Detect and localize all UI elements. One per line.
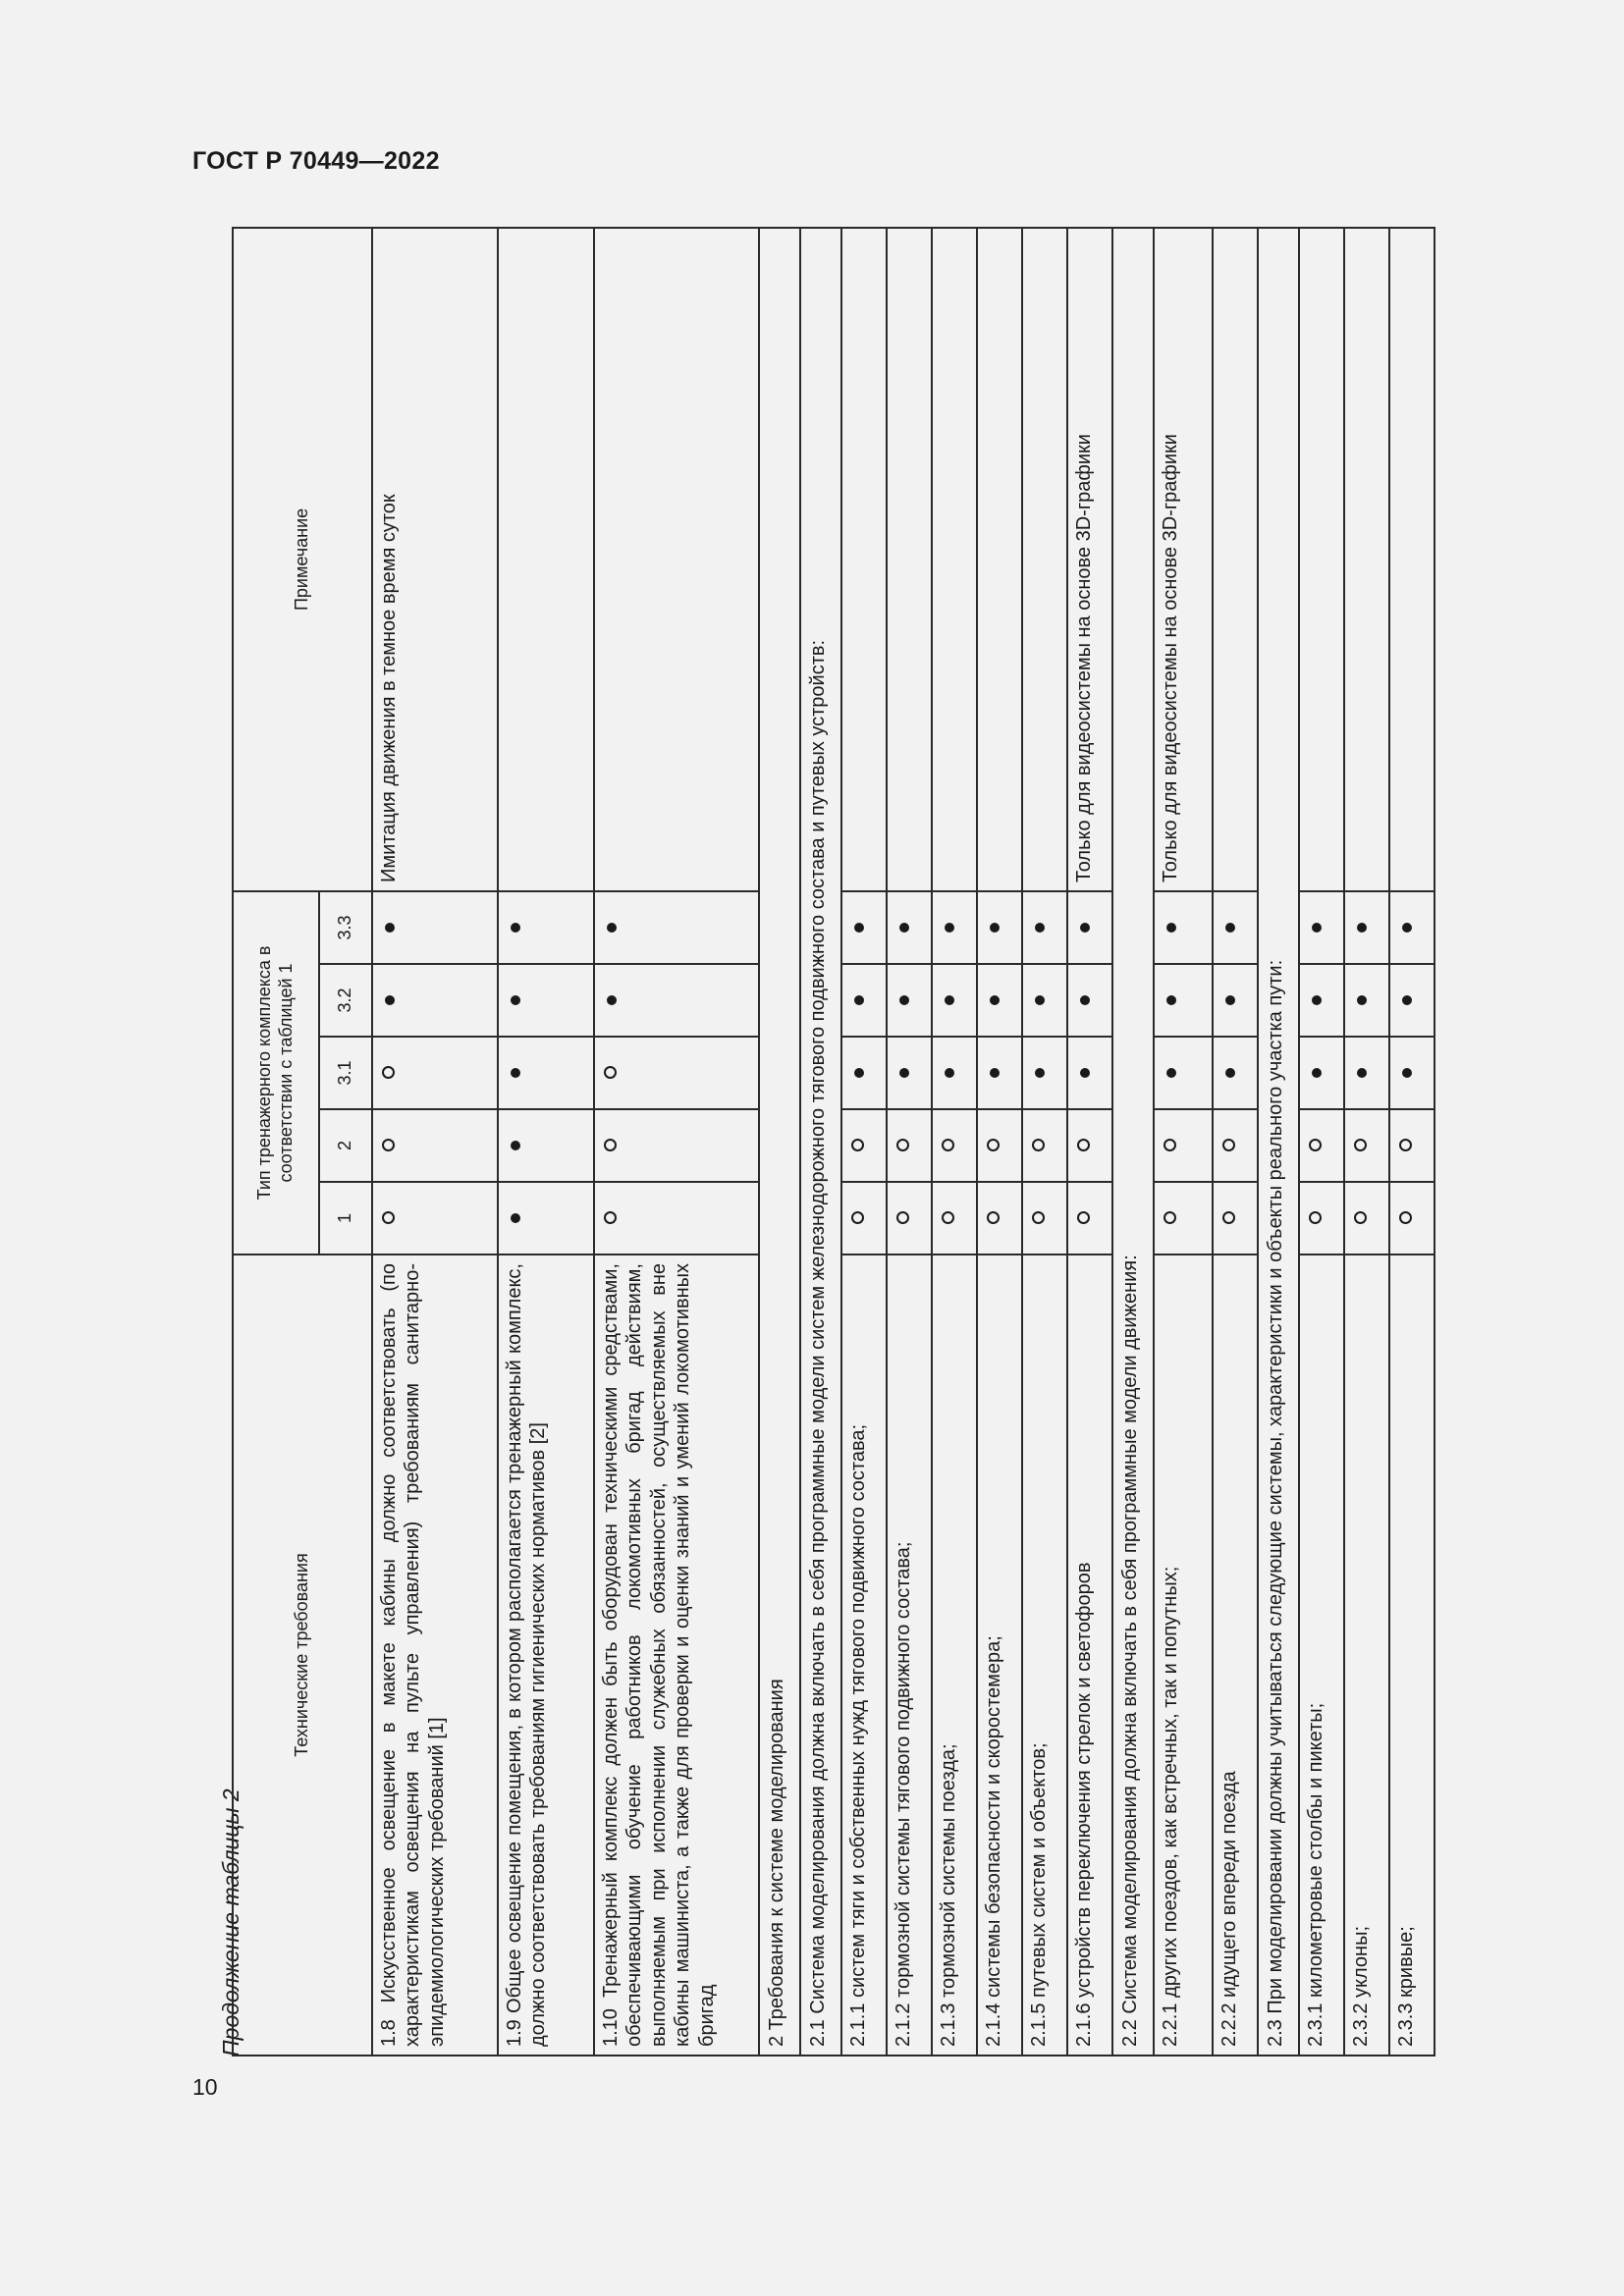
requirement-text: 2.1.6 устройств переключения стрелок и светофоров	[1067, 1255, 1112, 2056]
filled-dot-icon	[1225, 1068, 1235, 1078]
requirement-text: 2.1.3 тормозной системы поезда;	[932, 1255, 977, 2056]
type-cell-3-2	[932, 964, 977, 1037]
type-cell-3-2	[372, 964, 498, 1037]
type-cell-1	[1213, 1182, 1258, 1255]
filled-dot-icon	[511, 995, 520, 1005]
requirement-text: 1.10 Тренажерный комплекс должен быть оборудован техническими средствами, обеспечивающими обучение работников локомотивных бригад действиям, выполняемым при исполнении служебных обязанностей, осуществляемых вне кабины машиниста, а также для проверки и оценки знаний и умений локомотивных бригад	[594, 1255, 759, 2056]
note-cell: Только для видеосистемы на основе 3D-графики	[1154, 228, 1213, 891]
note-cell	[1389, 228, 1435, 891]
table-row	[841, 228, 887, 2056]
type-cell-3-2	[1154, 964, 1213, 1037]
hollow-circle-icon	[1222, 1212, 1235, 1225]
table-row	[800, 228, 841, 2056]
hollow-circle-icon	[604, 1140, 617, 1152]
type-cell-2	[932, 1109, 977, 1182]
type-cell-3-3	[498, 891, 594, 964]
type-cell-3-2	[841, 964, 887, 1037]
type-cell-2	[1022, 1109, 1067, 1182]
table-row	[1154, 228, 1213, 2056]
hollow-circle-icon	[1354, 1212, 1367, 1225]
type-cell-1	[1389, 1182, 1435, 1255]
type-cell-1	[841, 1182, 887, 1255]
hollow-circle-icon	[1164, 1140, 1176, 1152]
type-cell-1	[594, 1182, 759, 1255]
filled-dot-icon	[1357, 923, 1367, 933]
hollow-circle-icon	[1077, 1140, 1090, 1152]
filled-dot-icon	[1402, 995, 1412, 1005]
note-cell	[887, 228, 932, 891]
hollow-circle-icon	[382, 1067, 395, 1080]
table-row	[1344, 228, 1389, 2056]
table-row	[977, 228, 1022, 2056]
type-cell-3-2	[1022, 964, 1067, 1037]
type-cell-2	[1344, 1109, 1389, 1182]
filled-dot-icon	[1166, 1068, 1176, 1078]
table-row	[594, 228, 759, 2056]
hollow-circle-icon	[987, 1212, 1000, 1225]
type-cell-3-2	[1067, 964, 1112, 1037]
type-cell-3-3	[932, 891, 977, 964]
filled-dot-icon	[899, 1068, 909, 1078]
table-row	[1213, 228, 1258, 2056]
type-cell-3-2	[977, 964, 1022, 1037]
hollow-circle-icon	[1309, 1212, 1322, 1225]
filled-dot-icon	[945, 923, 954, 933]
type-cell-3-2	[1299, 964, 1344, 1037]
type-cell-2	[1154, 1109, 1213, 1182]
hollow-circle-icon	[942, 1212, 954, 1225]
filled-dot-icon	[854, 923, 864, 933]
filled-dot-icon	[1402, 923, 1412, 933]
type-cell-3-3	[1299, 891, 1344, 964]
note-cell: Только для видеосистемы на основе 3D-графики	[1067, 228, 1112, 891]
table-row	[1258, 228, 1299, 2056]
type-cell-3-1	[977, 1037, 1022, 1109]
type-cell-2	[1299, 1109, 1344, 1182]
filled-dot-icon	[1402, 1068, 1412, 1078]
rotated-table-container	[232, 229, 1489, 2056]
hollow-circle-icon	[851, 1140, 864, 1152]
type-cell-2	[594, 1109, 759, 1182]
hollow-circle-icon	[851, 1212, 864, 1225]
header-type-1: 1	[319, 1182, 372, 1255]
type-cell-1	[1154, 1182, 1213, 1255]
filled-dot-icon	[1312, 1068, 1322, 1078]
note-cell	[1299, 228, 1344, 891]
type-cell-3-1	[841, 1037, 887, 1109]
requirement-text: 1.9 Общее освещение помещения, в котором располагается тренажерный комплекс, должно соответствовать требованиям гигиенических нормативов [2]	[498, 1255, 594, 2056]
hollow-circle-icon	[1222, 1140, 1235, 1152]
type-cell-3-2	[1344, 964, 1389, 1037]
type-cell-3-1	[594, 1037, 759, 1109]
requirement-text: 2.3.2 уклоны;	[1344, 1255, 1389, 2056]
hollow-circle-icon	[1309, 1140, 1322, 1152]
type-cell-2	[841, 1109, 887, 1182]
type-cell-1	[372, 1182, 498, 1255]
type-cell-3-3	[594, 891, 759, 964]
hollow-circle-icon	[1032, 1212, 1045, 1225]
type-cell-3-1	[498, 1037, 594, 1109]
group-heading: 2.1 Система моделирования должна включать в себя программные модели систем железнодорожного тягового подвижного состава и путевых устройств:	[800, 228, 841, 2056]
note-cell	[1344, 228, 1389, 891]
hollow-circle-icon	[604, 1067, 617, 1080]
group-heading: 2.2 Система моделирования должна включать в себя программные модели движения:	[1112, 228, 1154, 2056]
note-cell	[932, 228, 977, 891]
type-cell-2	[1067, 1109, 1112, 1182]
filled-dot-icon	[385, 923, 395, 933]
type-cell-2	[977, 1109, 1022, 1182]
type-cell-3-1	[1213, 1037, 1258, 1109]
filled-dot-icon	[1225, 923, 1235, 933]
type-cell-3-3	[372, 891, 498, 964]
note-cell	[1022, 228, 1067, 891]
type-cell-3-2	[1213, 964, 1258, 1037]
note-cell	[498, 228, 594, 891]
type-cell-1	[977, 1182, 1022, 1255]
type-cell-1	[932, 1182, 977, 1255]
note-cell	[594, 228, 759, 891]
type-cell-3-2	[1389, 964, 1435, 1037]
type-cell-3-2	[887, 964, 932, 1037]
filled-dot-icon	[945, 1068, 954, 1078]
hollow-circle-icon	[942, 1140, 954, 1152]
filled-dot-icon	[854, 995, 864, 1005]
hollow-circle-icon	[1399, 1212, 1412, 1225]
type-cell-3-3	[1154, 891, 1213, 964]
table-caption: Продолжение таблицы 2	[218, 1789, 244, 2056]
type-cell-1	[1299, 1182, 1344, 1255]
section-heading: 2 Требования к системе моделирования	[759, 228, 800, 2056]
type-cell-3-1	[1389, 1037, 1435, 1109]
filled-dot-icon	[1035, 1068, 1045, 1078]
table-row	[498, 228, 594, 2056]
hollow-circle-icon	[1077, 1212, 1090, 1225]
filled-dot-icon	[1166, 923, 1176, 933]
table-row	[932, 228, 977, 2056]
type-cell-3-1	[1022, 1037, 1067, 1109]
filled-dot-icon	[990, 995, 1000, 1005]
filled-dot-icon	[1312, 995, 1322, 1005]
table-row	[759, 228, 800, 2056]
hollow-circle-icon	[382, 1212, 395, 1225]
type-cell-3-3	[1022, 891, 1067, 964]
hollow-circle-icon	[987, 1140, 1000, 1152]
requirement-text: 2.3.1 километровые столбы и пикеты;	[1299, 1255, 1344, 2056]
filled-dot-icon	[511, 1068, 520, 1078]
type-cell-3-3	[1389, 891, 1435, 964]
filled-dot-icon	[511, 923, 520, 933]
type-cell-3-2	[498, 964, 594, 1037]
type-cell-2	[1389, 1109, 1435, 1182]
page-number: 10	[192, 2074, 218, 2100]
requirement-text: 1.8 Искусственное освещение в макете кабины должно соответствовать (по характеристикам освещения на пульте управления) требованиям санитарно-эпидемиологических требований [1]	[372, 1255, 498, 2056]
filled-dot-icon	[1357, 995, 1367, 1005]
table-row	[1389, 228, 1435, 2056]
hollow-circle-icon	[896, 1140, 909, 1152]
filled-dot-icon	[511, 1213, 520, 1223]
header-type-3-2: 3.2	[319, 964, 372, 1037]
table-row	[887, 228, 932, 2056]
filled-dot-icon	[607, 995, 617, 1005]
filled-dot-icon	[1035, 995, 1045, 1005]
type-cell-3-1	[372, 1037, 498, 1109]
requirement-text: 2.2.1 других поездов, как встречных, так и попутных;	[1154, 1255, 1213, 2056]
table-head	[233, 228, 372, 2056]
header-type-3-1: 3.1	[319, 1037, 372, 1109]
type-cell-2	[498, 1109, 594, 1182]
type-cell-3-2	[594, 964, 759, 1037]
type-cell-3-3	[841, 891, 887, 964]
hollow-circle-icon	[1164, 1212, 1176, 1225]
header-requirements: Технические требования	[233, 1255, 372, 2056]
type-cell-2	[372, 1109, 498, 1182]
type-cell-1	[1022, 1182, 1067, 1255]
header-type-group: Тип тренажерного комплекса в соответствии с таблицей 1	[233, 891, 319, 1255]
table-body	[372, 228, 1435, 2056]
requirement-text: 2.1.2 тормозной системы тягового подвижного состава;	[887, 1255, 932, 2056]
type-cell-3-3	[1067, 891, 1112, 964]
requirements-table	[232, 227, 1435, 2056]
table-row	[1067, 228, 1112, 2056]
requirement-text: 2.2.2 идущего впереди поезда	[1213, 1255, 1258, 2056]
type-cell-3-3	[977, 891, 1022, 964]
hollow-circle-icon	[1399, 1140, 1412, 1152]
type-cell-3-1	[932, 1037, 977, 1109]
type-cell-3-3	[887, 891, 932, 964]
type-cell-3-3	[1213, 891, 1258, 964]
note-cell: Имитация движения в темное время суток	[372, 228, 498, 891]
type-cell-3-1	[1067, 1037, 1112, 1109]
type-cell-3-3	[1344, 891, 1389, 964]
filled-dot-icon	[1035, 923, 1045, 933]
table-row	[1299, 228, 1344, 2056]
type-cell-3-1	[1344, 1037, 1389, 1109]
note-cell	[1213, 228, 1258, 891]
filled-dot-icon	[607, 923, 617, 933]
group-heading: 2.3 При моделировании должны учитываться следующие системы, характеристики и объекты реального участка пути:	[1258, 228, 1299, 2056]
filled-dot-icon	[899, 995, 909, 1005]
table-row	[1112, 228, 1154, 2056]
filled-dot-icon	[990, 923, 1000, 933]
filled-dot-icon	[1080, 995, 1090, 1005]
filled-dot-icon	[1166, 995, 1176, 1005]
note-cell	[841, 228, 887, 891]
filled-dot-icon	[899, 923, 909, 933]
requirement-text: 2.1.4 системы безопасности и скоростемера;	[977, 1255, 1022, 2056]
document-header: ГОСТ Р 70449—2022	[192, 147, 440, 175]
filled-dot-icon	[990, 1068, 1000, 1078]
filled-dot-icon	[385, 995, 395, 1005]
type-cell-3-1	[1299, 1037, 1344, 1109]
filled-dot-icon	[854, 1068, 864, 1078]
filled-dot-icon	[1080, 923, 1090, 933]
hollow-circle-icon	[604, 1212, 617, 1225]
type-cell-1	[498, 1182, 594, 1255]
requirement-text: 2.3.3 кривые;	[1389, 1255, 1435, 2056]
hollow-circle-icon	[382, 1140, 395, 1152]
table-row	[372, 228, 498, 2056]
hollow-circle-icon	[1354, 1140, 1367, 1152]
filled-dot-icon	[1357, 1068, 1367, 1078]
filled-dot-icon	[945, 995, 954, 1005]
requirement-text: 2.1.5 путевых систем и объектов;	[1022, 1255, 1067, 2056]
hollow-circle-icon	[896, 1212, 909, 1225]
filled-dot-icon	[1080, 1068, 1090, 1078]
type-cell-3-1	[1154, 1037, 1213, 1109]
header-note: Примечание	[233, 228, 372, 891]
type-cell-2	[887, 1109, 932, 1182]
filled-dot-icon	[511, 1141, 520, 1150]
filled-dot-icon	[1225, 995, 1235, 1005]
type-cell-1	[1067, 1182, 1112, 1255]
type-cell-3-1	[887, 1037, 932, 1109]
requirement-text: 2.1.1 систем тяги и собственных нужд тягового подвижного состава;	[841, 1255, 887, 2056]
type-cell-1	[1344, 1182, 1389, 1255]
filled-dot-icon	[1312, 923, 1322, 933]
header-type-2: 2	[319, 1109, 372, 1182]
header-type-3-3: 3.3	[319, 891, 372, 964]
table-row	[1022, 228, 1067, 2056]
type-cell-1	[887, 1182, 932, 1255]
type-cell-2	[1213, 1109, 1258, 1182]
note-cell	[977, 228, 1022, 891]
hollow-circle-icon	[1032, 1140, 1045, 1152]
